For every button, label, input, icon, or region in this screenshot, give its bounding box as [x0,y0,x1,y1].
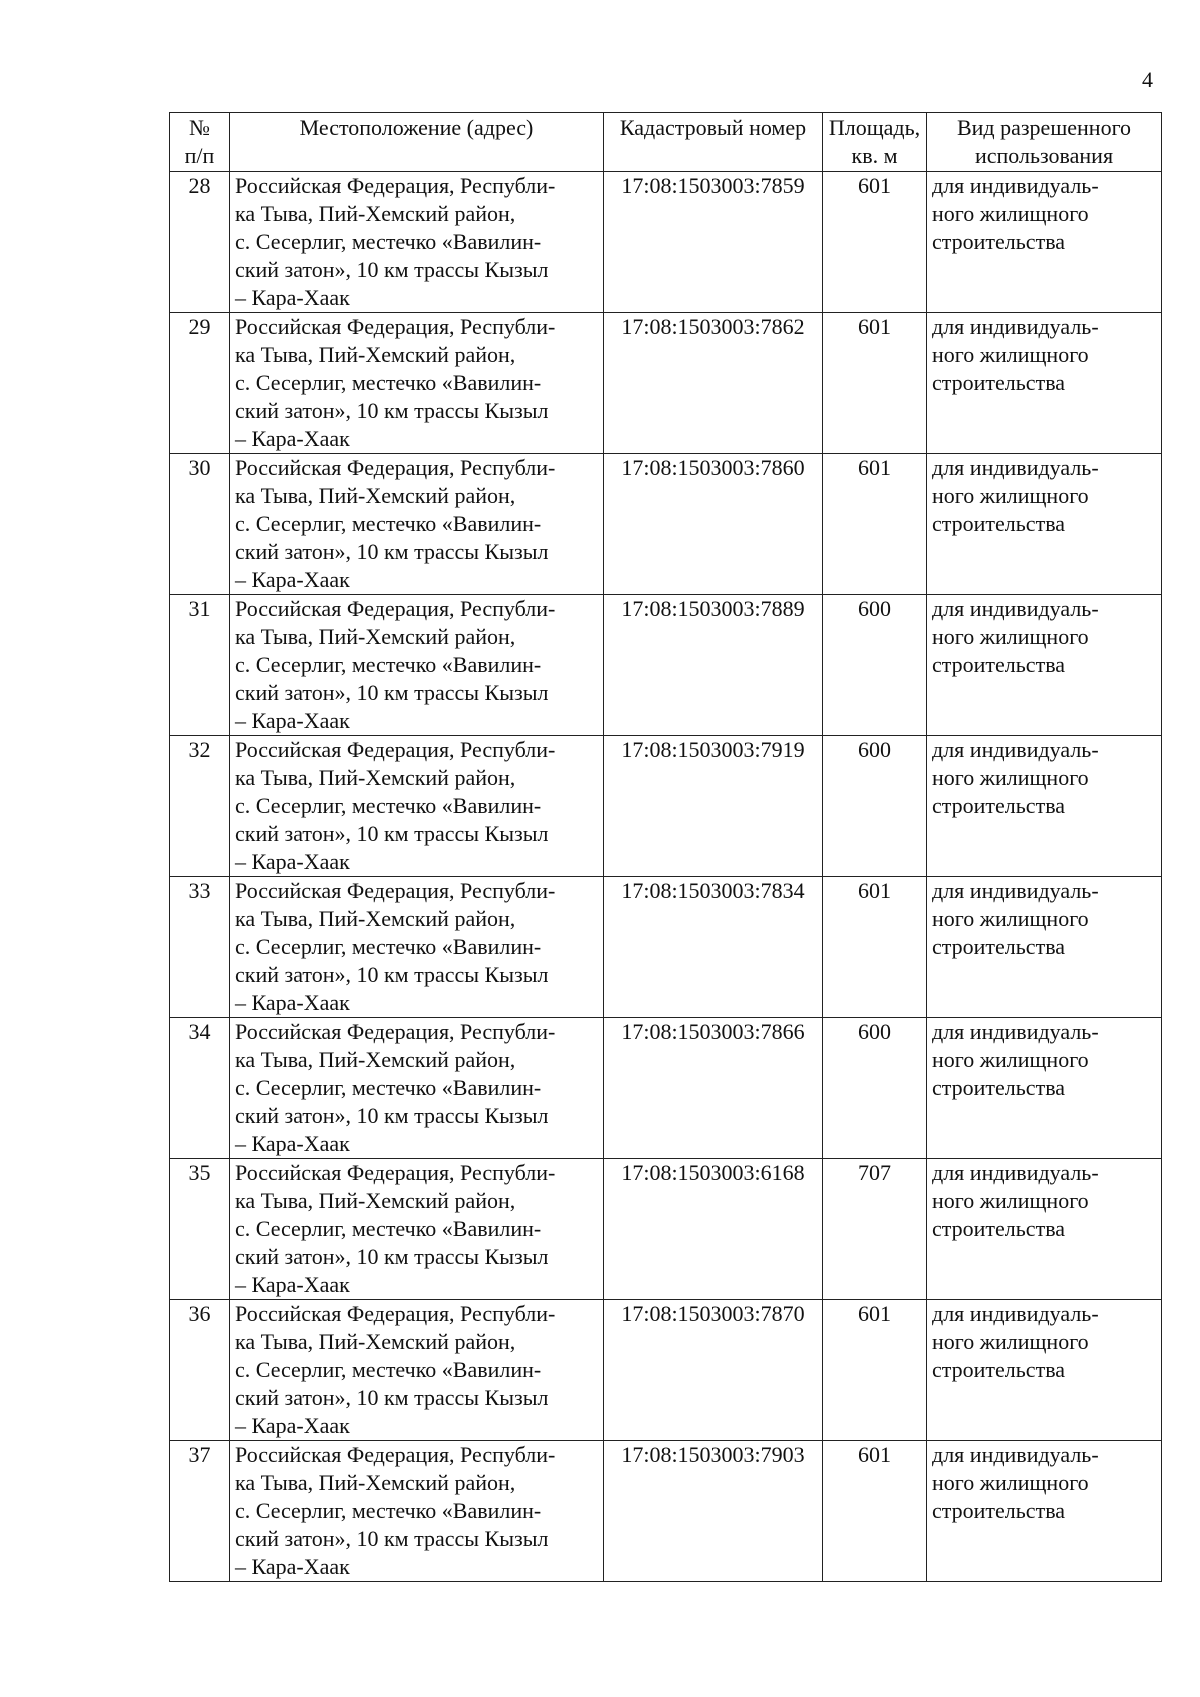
table-row [170,454,1162,595]
permitted-use-line: ного жилищного [932,483,1089,508]
permitted-use-line: для индивидуаль- [932,1019,1099,1044]
area-cell: 601 [823,877,927,1018]
permitted-use-line: ного жилищного [932,1188,1089,1213]
address-cell [230,595,604,736]
permitted-use-line: для индивидуаль- [932,1442,1099,1467]
address-line: ка Тыва, Пий-Хемский район, [235,906,516,931]
header-line: п/п [184,143,215,168]
address-line: ка Тыва, Пий-Хемский район, [235,483,516,508]
address-line: – Кара-Хаак [235,426,350,451]
address-cell [230,1300,604,1441]
permitted-use-line: ного жилищного [932,201,1089,226]
permitted-use-cell [927,736,1162,877]
land-plots-table [169,112,1162,1582]
permitted-use-line: строительства [932,370,1066,395]
cadastral-number-cell: 17:08:1503003:7870 [604,1300,823,1441]
permitted-use-line: ного жилищного [932,624,1089,649]
address-line: – Кара-Хаак [235,285,350,310]
permitted-use-cell [927,1159,1162,1300]
address-line: – Кара-Хаак [235,1131,350,1156]
header-line: Местоположение (адрес) [299,115,534,140]
permitted-use-cell [927,1300,1162,1441]
page-number: 4 [1142,67,1153,92]
cadastral-number-cell: 17:08:1503003:7834 [604,877,823,1018]
permitted-use-cell [927,877,1162,1018]
area-cell: 601 [823,172,927,313]
address-line: Российская Федерация, Республи- [235,1160,556,1185]
address-line: ский затон», 10 км трассы Кызыл [235,1385,549,1410]
cadastral-number-cell: 17:08:1503003:7866 [604,1018,823,1159]
permitted-use-cell [927,595,1162,736]
permitted-use-line: для индивидуаль- [932,455,1099,480]
address-cell [230,1159,604,1300]
header-line: использования [974,143,1114,168]
cadastral-number-cell: 17:08:1503003:7859 [604,172,823,313]
address-line: ский затон», 10 км трассы Кызыл [235,680,549,705]
address-line: ка Тыва, Пий-Хемский район, [235,765,516,790]
header-line: Вид разрешенного [956,115,1132,140]
header-line: кв. м [851,143,898,168]
table-row [170,1018,1162,1159]
address-line: Российская Федерация, Республи- [235,1301,556,1326]
row-number-cell: 31 [170,595,230,736]
permitted-use-line: для индивидуаль- [932,596,1099,621]
header-row [170,113,1162,172]
address-line: с. Сесерлиг, местечко «Вавилин- [235,934,542,959]
address-line: ский затон», 10 км трассы Кызыл [235,257,549,282]
address-line: – Кара-Хаак [235,567,350,592]
row-number-cell: 32 [170,736,230,877]
address-line: – Кара-Хаак [235,708,350,733]
area-cell: 707 [823,1159,927,1300]
address-line: – Кара-Хаак [235,1413,350,1438]
address-line: Российская Федерация, Республи- [235,878,556,903]
permitted-use-line: ного жилищного [932,765,1089,790]
address-cell [230,1441,604,1582]
table-row [170,313,1162,454]
address-cell [230,1018,604,1159]
address-line: Российская Федерация, Республи- [235,737,556,762]
table-header [170,113,1162,172]
row-number-cell: 37 [170,1441,230,1582]
permitted-use-line: ного жилищного [932,342,1089,367]
row-number-cell: 28 [170,172,230,313]
header-line: Площадь, [828,115,921,140]
table-row [170,736,1162,877]
permitted-use-cell [927,172,1162,313]
area-cell: 600 [823,1018,927,1159]
address-line: ский затон», 10 км трассы Кызыл [235,1526,549,1551]
address-line: ка Тыва, Пий-Хемский район, [235,1188,516,1213]
address-line: с. Сесерлиг, местечко «Вавилин- [235,1357,542,1382]
cadastral-number-cell: 17:08:1503003:7889 [604,595,823,736]
address-line: Российская Федерация, Республи- [235,455,556,480]
permitted-use-line: ного жилищного [932,1329,1089,1354]
address-line: ка Тыва, Пий-Хемский район, [235,1470,516,1495]
cadastral-number-cell: 17:08:1503003:7919 [604,736,823,877]
permitted-use-line: для индивидуаль- [932,878,1099,903]
address-cell [230,877,604,1018]
address-line: Российская Федерация, Республи- [235,173,556,198]
table-row [170,1300,1162,1441]
address-line: ка Тыва, Пий-Хемский район, [235,1047,516,1072]
address-line: с. Сесерлиг, местечко «Вавилин- [235,1498,542,1523]
area-cell: 601 [823,313,927,454]
address-cell [230,172,604,313]
row-number-cell: 30 [170,454,230,595]
permitted-use-line: ного жилищного [932,1047,1089,1072]
header-cadastral-number [604,113,823,172]
permitted-use-line: строительства [932,1357,1066,1382]
address-line: с. Сесерлиг, местечко «Вавилин- [235,652,542,677]
permitted-use-cell [927,454,1162,595]
permitted-use-line: для индивидуаль- [932,1301,1099,1326]
permitted-use-line: строительства [932,1075,1066,1100]
permitted-use-line: строительства [932,229,1066,254]
header-number [170,113,230,172]
row-number-cell: 29 [170,313,230,454]
address-cell [230,454,604,595]
permitted-use-line: для индивидуаль- [932,173,1099,198]
address-line: – Кара-Хаак [235,1554,350,1579]
area-cell: 601 [823,1441,927,1582]
address-line: – Кара-Хаак [235,990,350,1015]
table-row [170,595,1162,736]
permitted-use-line: строительства [932,652,1066,677]
address-line: ка Тыва, Пий-Хемский район, [235,201,516,226]
area-cell: 600 [823,595,927,736]
table-row [170,1441,1162,1582]
header-line: № [189,115,210,140]
address-line: с. Сесерлиг, местечко «Вавилин- [235,1216,542,1241]
permitted-use-line: строительства [932,793,1066,818]
cadastral-number-cell: 17:08:1503003:7903 [604,1441,823,1582]
area-cell: 600 [823,736,927,877]
header-area [823,113,927,172]
address-line: – Кара-Хаак [235,849,350,874]
permitted-use-cell [927,1018,1162,1159]
row-number-cell: 35 [170,1159,230,1300]
address-line: ка Тыва, Пий-Хемский район, [235,1329,516,1354]
row-number-cell: 33 [170,877,230,1018]
cadastral-number-cell: 17:08:1503003:7862 [604,313,823,454]
address-line: ский затон», 10 км трассы Кызыл [235,962,549,987]
permitted-use-line: строительства [932,1216,1066,1241]
address-line: с. Сесерлиг, местечко «Вавилин- [235,1075,542,1100]
address-cell [230,313,604,454]
row-number-cell: 34 [170,1018,230,1159]
permitted-use-cell [927,1441,1162,1582]
table-row [170,172,1162,313]
permitted-use-line: строительства [932,934,1066,959]
row-number-cell: 36 [170,1300,230,1441]
address-line: Российская Федерация, Республи- [235,1442,556,1467]
cadastral-number-cell: 17:08:1503003:6168 [604,1159,823,1300]
address-line: с. Сесерлиг, местечко «Вавилин- [235,370,542,395]
address-line: с. Сесерлиг, местечко «Вавилин- [235,793,542,818]
permitted-use-line: ного жилищного [932,1470,1089,1495]
table-body [170,172,1162,1582]
area-cell: 601 [823,454,927,595]
address-cell [230,736,604,877]
address-line: с. Сесерлиг, местечко «Вавилин- [235,511,542,536]
area-cell: 601 [823,1300,927,1441]
cadastral-number-cell: 17:08:1503003:7860 [604,454,823,595]
permitted-use-line: для индивидуаль- [932,314,1099,339]
permitted-use-line: строительства [932,1498,1066,1523]
address-line: Российская Федерация, Республи- [235,314,556,339]
table-row [170,1159,1162,1300]
address-line: с. Сесерлиг, местечко «Вавилин- [235,229,542,254]
permitted-use-line: ного жилищного [932,906,1089,931]
permitted-use-line: для индивидуаль- [932,1160,1099,1185]
permitted-use-cell [927,313,1162,454]
address-line: ский затон», 10 км трассы Кызыл [235,821,549,846]
address-line: ка Тыва, Пий-Хемский район, [235,624,516,649]
permitted-use-line: для индивидуаль- [932,737,1099,762]
address-line: – Кара-Хаак [235,1272,350,1297]
address-line: ский затон», 10 км трассы Кызыл [235,398,549,423]
header-line: Кадастровый номер [619,115,807,140]
address-line: Российская Федерация, Республи- [235,596,556,621]
address-line: ский затон», 10 км трассы Кызыл [235,539,549,564]
address-line: Российская Федерация, Республи- [235,1019,556,1044]
header-address [230,113,604,172]
permitted-use-line: строительства [932,511,1066,536]
table-row [170,877,1162,1018]
header-permitted-use [927,113,1162,172]
address-line: ский затон», 10 км трассы Кызыл [235,1244,549,1269]
address-line: ский затон», 10 км трассы Кызыл [235,1103,549,1128]
address-line: ка Тыва, Пий-Хемский район, [235,342,516,367]
